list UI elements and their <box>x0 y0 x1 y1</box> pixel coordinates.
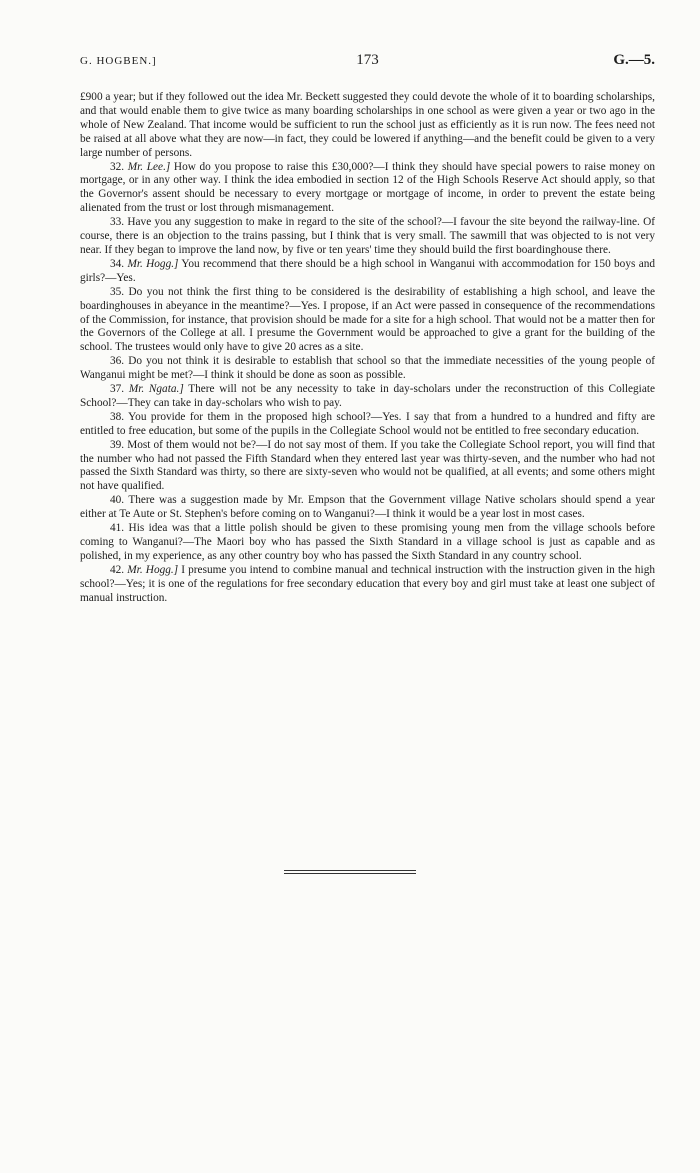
speaker: Mr. Hogg.] <box>127 257 179 270</box>
header-author: G. HOGBEN.] <box>80 55 157 67</box>
paragraph-41 <box>80 522 655 564</box>
paragraph-text: His idea was that a little polish should be given to these promising young men from the village schools before coming to Wanganui?—The Maori boy who has passed the Sixth Standard in a village school is just as capable and as polished, in my experience, as any other country boy who has passed the Sixth Standard in any country school. <box>80 522 656 562</box>
paragraph-42 <box>80 564 655 606</box>
paragraph-33 <box>80 216 655 258</box>
speaker: Mr. Lee.] <box>127 160 171 173</box>
question-number: 40. <box>110 494 125 507</box>
document-reference: G.—5. <box>613 52 655 68</box>
paragraph-34 <box>80 258 655 286</box>
paragraph-text: £900 a year; but if they followed out the idea Mr. Beckett suggested they could devote the whole of it to boarding scholarships, and that would enable them to give twice as many boarding scholarships in one school as were given a year or two ago in the whole of New Zealand. That income would be sufficient to run the school just as efficiently as it is run now. The fees need not be raised at all above what they are now—in fact, they could be lowered if anything—and the benefit could be given to a very large number of persons. <box>80 91 655 159</box>
question-number: 42. <box>110 563 125 576</box>
question-number: 35. <box>110 285 125 298</box>
paragraph-text: Do you not think the first thing to be considered is the desirability of establishing a high school, and leave the boardinghouses in abeyance in the meantime?—Yes. I propose, if an Act were passed in consequence of the recommendations of the Commission, for instance, that provision should be made for a site for a high school. That would not be a matter then for the Governors of the College at all. I presume the Government would be approached to give a grant for the building of the school. The trustees would only have to give 20 acres as a site. <box>80 285 655 354</box>
paragraph-38 <box>80 411 655 439</box>
speaker: Mr. Ngata.] <box>128 383 184 396</box>
paragraph-text: How do you propose to raise this £30,000?—I think they should have special powers to raise money on mortgage, or in any other way. I think the idea embodied in section 12 of the High Schools Reserve Act should apply, so that the Governor's assent should be necessary to every mortgage or mortgage of income, in order to prevent the estate being alienated from the trust or lost through mismanagement. <box>80 160 656 215</box>
paragraph-text: Have you any suggestion to make in regard to the site of the school?—I favour the site beyond the railway-line. Of course, there is an objection to the trains passing, but I think that is very small. The sawmill that was objected to is not very near. If they began to improve the land now, by five or ten years' time they should build the first boardinghouse there. <box>80 216 655 256</box>
paragraph-text: There was a suggestion made by Mr. Empson that the Government village Native scholars should spend a year either at Te Aute or St. Stephen's before coming on to Wanganui?—I think it would be a year lost in most cases. <box>80 494 655 521</box>
paragraph-35 <box>80 286 655 356</box>
speaker: Mr. Hogg.] <box>127 563 179 576</box>
page-header <box>80 52 655 72</box>
paragraph-32 <box>80 161 655 217</box>
paragraph-text: You recommend that there should be a high school in Wanganui with accommodation for 150 boys and girls?—Yes. <box>80 257 656 284</box>
body-text <box>80 91 655 606</box>
paragraph-text: There will not be any necessity to take in day-scholars under the reconstruction of this Collegiate School?—They can take in day-scholars who wish to pay. <box>80 383 655 409</box>
question-number: 38. <box>110 410 125 423</box>
paragraph-36 <box>80 355 655 383</box>
question-number: 36. <box>110 355 125 368</box>
question-number: 34. <box>110 257 125 270</box>
question-number: 33. <box>110 216 125 229</box>
question-number: 32. <box>110 160 125 173</box>
question-number: 41. <box>110 522 125 535</box>
paragraph-37 <box>80 383 655 411</box>
paragraph-text: Most of them would not be?—I do not say most of them. If you take the Collegiate School report, you will find that the number who had not passed the Fifth Standard when they entered last year was thirty-seven, and the number who had not passed the Sixth Standard was thirty, so there are sixty-seven who would not be qualified, at all events; and some others might not have qualified. <box>80 438 655 493</box>
question-number: 37. <box>110 383 125 396</box>
paragraph-text: I presume you intend to combine manual and technical instruction with the instruction given in the high school?—Yes; it is one of the regulations for free secondary education that every boy and girl must take at least one subject of manual instruction. <box>80 563 655 604</box>
question-number: 39. <box>110 438 125 451</box>
section-divider <box>284 870 416 876</box>
paragraph-40 <box>80 494 655 522</box>
page-number: 173 <box>356 52 379 68</box>
paragraph-39 <box>80 439 655 495</box>
paragraph-text: You provide for them in the proposed high school?—Yes. I say that from a hundred to a hundred and fifty are entitled to free education, but some of the pupils in the Collegiate School would not be entitled to free secondary education. <box>80 410 655 437</box>
paragraph-continuation <box>80 91 655 161</box>
paragraph-text: Do you not think it is desirable to establish that school so that the immediate necessities of the young people of Wanganui might be met?—I think it should be done as soon as possible. <box>80 355 655 382</box>
